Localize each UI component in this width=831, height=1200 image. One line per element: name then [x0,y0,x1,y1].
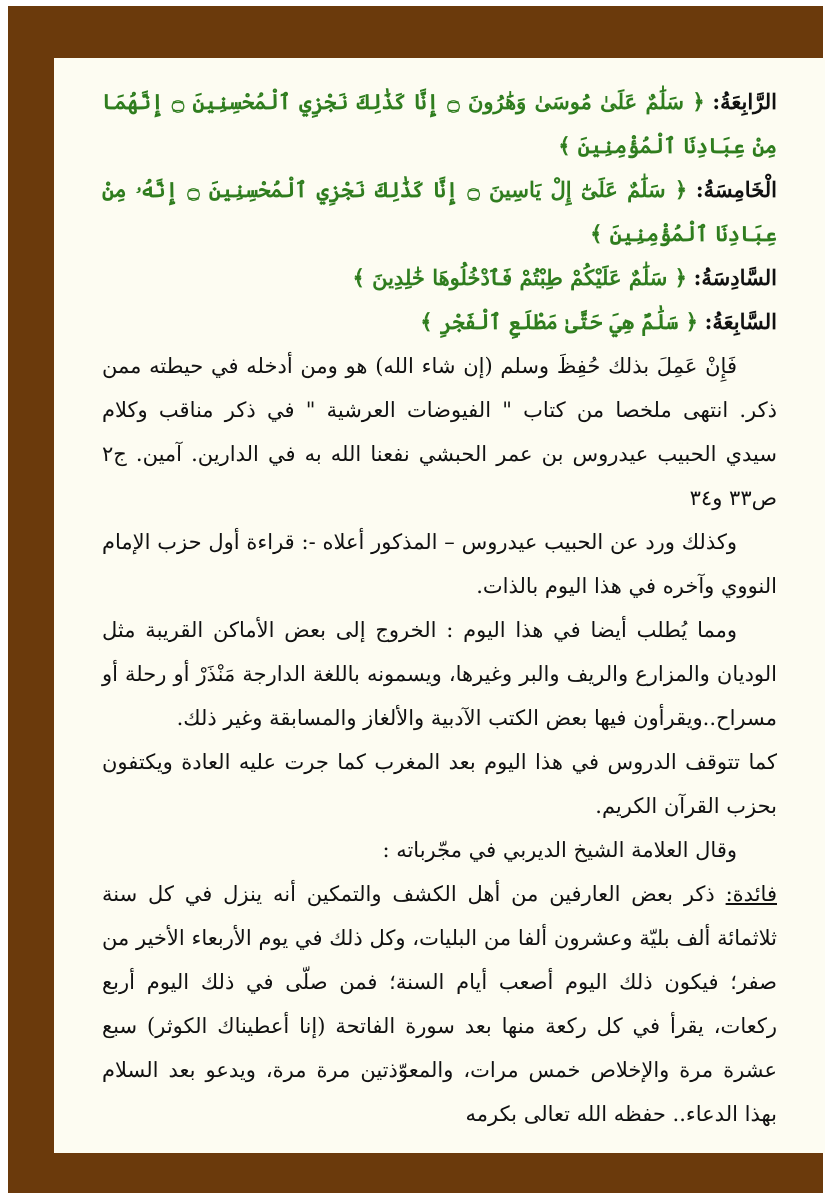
verse-sixth [102,256,777,300]
verse-fifth [102,168,777,256]
page-border [8,6,823,1193]
quran-verse: ﴿ سَلَٰمٌ عَلَىٰٓ إِلْ يَاسِينَ ۝ إِنَّا كَذَٰلِكَ نَجْزِي ٱلْمُحْسِنِينَ ۝ إِنَّهُۥ مِنْ عِبَادِنَا ٱلْمُؤْمِنِينَ ﴾ [102,177,777,246]
quran-verse: ﴿ سَلَٰمٌ عَلَيْكُمْ طِبْتُمْ فَٱدْخُلُوهَا خَٰلِدِينَ ﴾ [352,265,687,290]
verse-label: السَّادِسَةُ: [693,265,777,290]
verse-label: الرَّابِعَةُ: [712,89,777,114]
paragraph-outing: ومما يُطلب أيضا في هذا اليوم : الخروج إلى بعض الأماكن القريبة مثل الوديان والمزارع والريف والبر وغيرها، ويسمونه باللغة الدارجة مَنْذَرْ أو رحلة أو مسراح..ويقرأون فيها بعض الكتب الآدبية والألغاز والمسابقة وغير ذلك. [102,618,777,730]
page-sheet [54,58,825,1153]
benefit-label: فائدة: [725,882,777,906]
quran-verse: ﴿ سَلَٰمٌ هِيَ حَتَّىٰ مَطْلَعِ ٱلْفَجْرِ ﴾ [420,309,698,334]
verse-fourth [102,80,777,168]
verse-seventh [102,300,777,344]
quran-verse: ﴿ سَلَٰمٌ عَلَىٰ مُوسَىٰ وَهَٰرُونَ ۝ إِنَّا كَذَٰلِكَ نَجْزِي ٱلْمُحْسِنِينَ ۝ إِنَّهُمَا مِنْ عِبَادِنَا ٱلْمُؤْمِنِينَ ﴾ [102,89,777,158]
verse-label: السَّابِعَةُ: [704,309,777,334]
paragraph-dirbi: وقال العلامة الشيخ الديربي في مجّرباته : [382,838,737,862]
verse-label: الْخَامِسَةُ: [695,177,777,202]
document-body [102,80,777,1136]
paragraph-nawawi: وكذلك ورد عن الحبيب عيدروس – المذكور أعلاه -: قراءة أول حزب الإمام النووي وآخره في هذا اليوم بالذات. [102,530,777,598]
paragraph-lessons: كما تتوقف الدروس في هذا اليوم بعد المغرب كما جرت عليه العادة ويكتفون بحزب القرآن الكريم. [102,750,777,818]
paragraph-benefit [102,872,777,1136]
benefit-text: ذكر بعض العارفين من أهل الكشف والتمكين أنه ينزل في كل سنة ثلاثمائة ألف بليّة وعشرون ألفا من البليات، وكل ذلك في يوم الأربعاء الأخير من صفر؛ فيكون ذلك اليوم أصعب أيام السنة؛ فمن صلّى في ذلك اليوم أربع ركعات، يقرأ في كل ركعة منها بعد سورة الفاتحة (إنا أعطيناك الكوثر) سبع عشرة مرة والإخلاص خمس مرات، والمعوّذتين مرة مرة، ويدعو بعد السلام بهذا الدعاء.. حفظه الله تعالى بكرمه [102,882,777,1126]
paragraph-source: فَإِنْ عَمِلَ بذلك حُفِظَ وسلم (إن شاء الله) هو ومن أدخله في حيطته ممن ذكر. انتهى ملخصا من كتاب " الفيوضات العرشية " في ذكر مناقب وكلام سيدي الحبيب عيدروس بن عمر الحبشي نفعنا الله به في الدارين. آمين. ج٢ ص٣٣ و٣٤ [102,354,777,510]
